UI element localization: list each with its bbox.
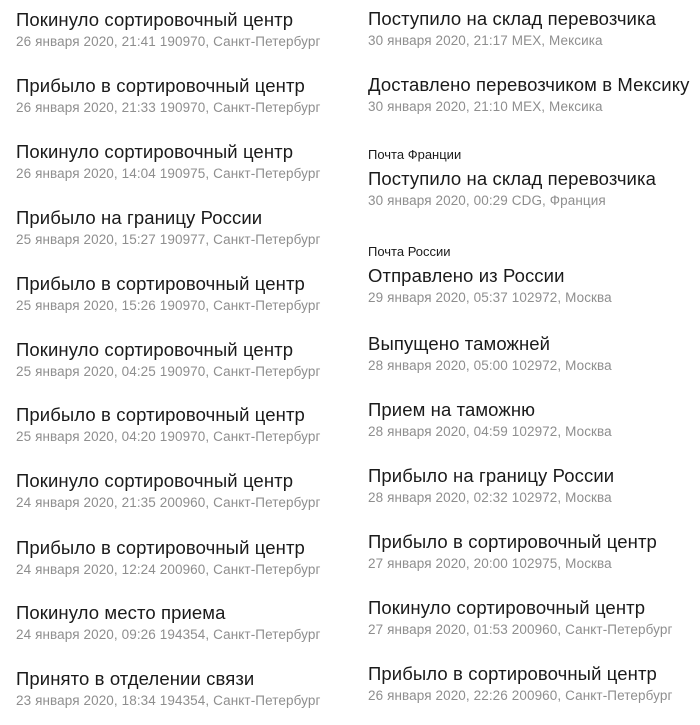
event-title: Прием на таможню [368,399,536,420]
carrier-label: Почта Франции [368,147,462,162]
event-title: Покинуло сортировочный центр [16,9,294,30]
tracking-event [368,465,614,506]
event-meta: 28 января 2020, 04:59 102972, Москва [368,424,612,439]
tracking-event [16,537,320,578]
event-meta: 29 января 2020, 05:37 102972, Москва [368,290,612,305]
tracking-event [16,668,320,709]
event-title: Покинуло сортировочный центр [16,339,294,360]
event-title: Прибыло в сортировочный центр [16,404,305,425]
event-title: Покинуло место приема [16,602,226,623]
event-title: Прибыло в сортировочный центр [368,663,657,684]
event-title: Прибыло на границу России [368,465,615,486]
tracking-event [16,602,320,643]
event-title: Доставлено перевозчиком в Мексику [368,74,690,95]
tracking-event [16,75,320,116]
event-meta: 27 января 2020, 01:53 200960, Санкт-Петербург [368,622,673,637]
event-meta: 25 января 2020, 15:27 190977, Санкт-Петербург [16,232,321,247]
event-meta: 26 января 2020, 14:04 190975, Санкт-Петербург [16,166,321,181]
tracking-event [368,333,612,374]
tracking-event [16,273,320,314]
event-meta: 30 января 2020, 21:17 MEX, Мексика [368,33,603,48]
event-title: Покинуло сортировочный центр [16,470,294,491]
event-title: Поступило на склад перевозчика [368,8,656,29]
event-meta: 26 января 2020, 21:33 190970, Санкт-Петербург [16,100,321,115]
event-meta: 24 января 2020, 21:35 200960, Санкт-Петербург [16,495,321,510]
event-meta: 25 января 2020, 04:25 190970, Санкт-Петербург [16,364,321,379]
tracking-event [16,9,320,50]
event-title: Выпущено таможней [368,333,551,354]
event-title: Отправлено из России [368,265,565,286]
tracking-event [368,74,689,115]
event-title: Поступило на склад перевозчика [368,168,656,189]
tracking-event [368,531,657,572]
carrier-label: Почта России [368,244,451,259]
tracking-event [368,8,656,49]
tracking-event [16,339,320,380]
tracking-event [368,399,612,440]
tracking-event [368,244,612,306]
event-meta: 24 января 2020, 09:26 194354, Санкт-Петербург [16,627,321,642]
event-title: Прибыло в сортировочный центр [16,537,305,558]
tracking-event [16,207,320,248]
event-title: Прибыло в сортировочный центр [368,531,657,552]
event-title: Покинуло сортировочный центр [16,141,294,162]
tracking-event [16,470,320,511]
tracking-event [16,141,320,182]
event-meta: 30 января 2020, 00:29 CDG, Франция [368,193,606,208]
event-meta: 25 января 2020, 04:20 190970, Санкт-Петербург [16,429,321,444]
event-meta: 23 января 2020, 18:34 194354, Санкт-Петербург [16,693,321,708]
event-meta: 24 января 2020, 12:24 200960, Санкт-Петербург [16,562,321,577]
event-meta: 26 января 2020, 21:41 190970, Санкт-Петербург [16,34,321,49]
event-title: Прибыло в сортировочный центр [16,273,305,294]
tracking-event [368,147,656,209]
event-title: Прибыло на границу России [16,207,263,228]
tracking-event [368,597,672,638]
event-title: Покинуло сортировочный центр [368,597,646,618]
event-meta: 28 января 2020, 05:00 102972, Москва [368,358,612,373]
event-title: Принято в отделении связи [16,668,255,689]
event-title: Прибыло в сортировочный центр [16,75,305,96]
event-meta: 27 января 2020, 20:00 102975, Москва [368,556,612,571]
event-meta: 26 января 2020, 22:26 200960, Санкт-Петербург [368,688,673,703]
event-meta: 28 января 2020, 02:32 102972, Москва [368,490,612,505]
tracking-event [368,663,672,704]
event-meta: 25 января 2020, 15:26 190970, Санкт-Петербург [16,298,321,313]
tracking-event [16,404,320,445]
event-meta: 30 января 2020, 21:10 MEX, Мексика [368,99,603,114]
